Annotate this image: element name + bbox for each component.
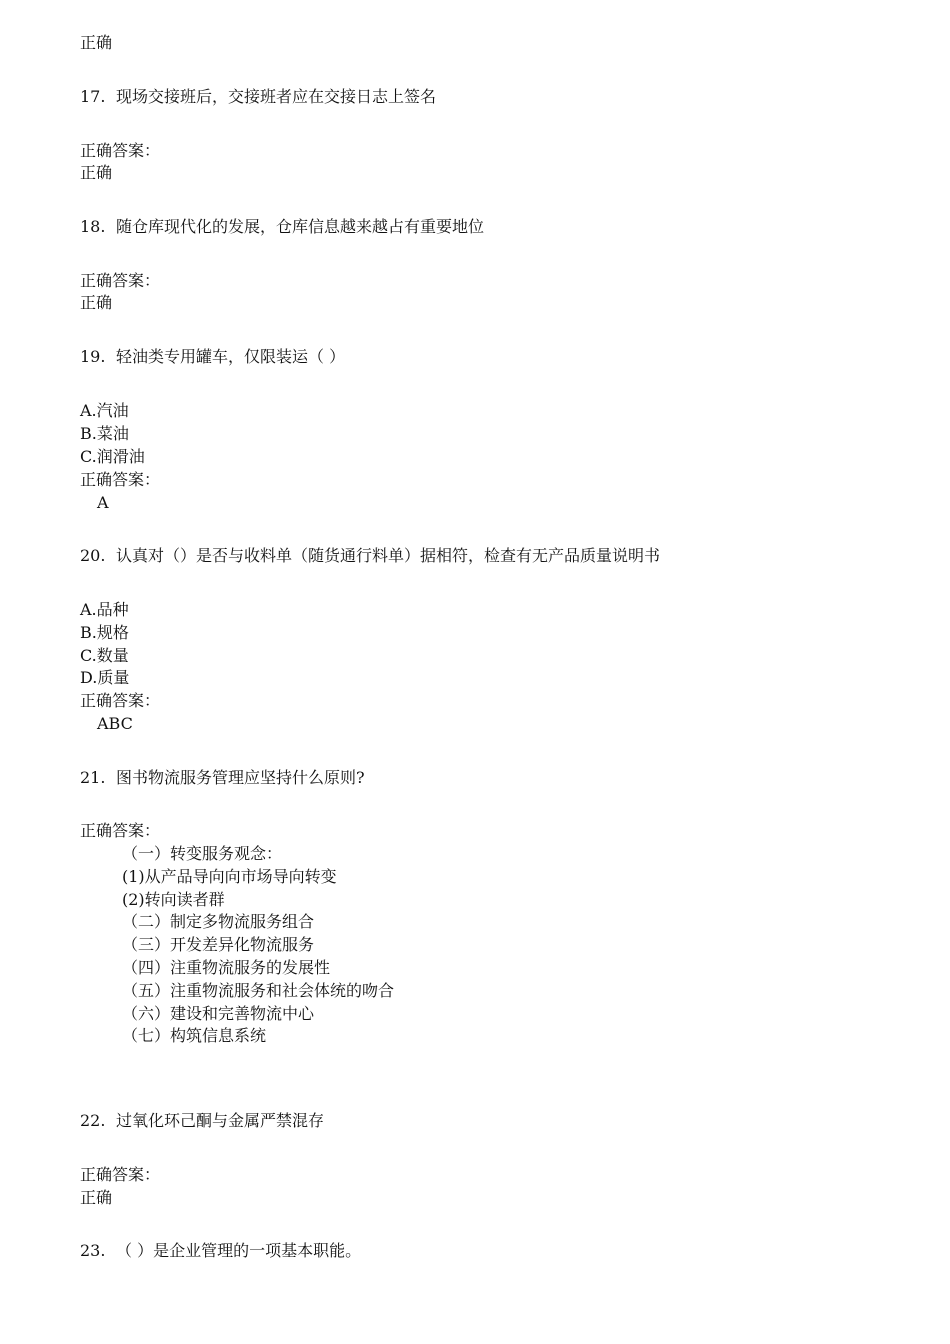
answer-line: （七）构筑信息系统 [122, 1026, 267, 1045]
question-number: 23. [80, 1241, 106, 1260]
question-number: 21. [80, 768, 106, 787]
question-number: 22. [80, 1111, 106, 1130]
answer-line: (2)转向读者群 [122, 890, 225, 909]
question-text: 现场交接班后，交接班者应在交接日志上签名 [116, 87, 437, 106]
document-page [80, 0, 900, 1344]
answer-line: (1)从产品导向向市场导向转变 [122, 867, 337, 886]
answer-line: （六）建设和完善物流中心 [122, 1004, 315, 1023]
question-23 [80, 1240, 361, 1262]
question-number: 19. [80, 347, 106, 366]
question-number: 17. [80, 87, 106, 106]
option-a: A.品种 [80, 600, 129, 619]
previous-answer-value: 正确 [80, 33, 113, 52]
answer-label: 正确答案： [80, 271, 161, 290]
question-22 [80, 1110, 324, 1132]
answer-line: （三）开发差异化物流服务 [122, 935, 315, 954]
question-18 [80, 216, 484, 238]
question-text: 图书物流服务管理应坚持什么原则? [116, 768, 365, 787]
answer-label: 正确答案： [80, 141, 161, 160]
answer-value: 正确 [80, 293, 113, 312]
answer-line: （一）转变服务观念： [122, 844, 283, 863]
answer-line: （五）注重物流服务和社会体统的吻合 [122, 981, 395, 1000]
answer-value: ABC [97, 714, 133, 733]
option-a: A.汽油 [80, 401, 129, 420]
answer-label: 正确答案： [80, 821, 161, 840]
question-text: 随仓库现代化的发展，仓库信息越来越占有重要地位 [116, 217, 485, 236]
answer-line: （二）制定多物流服务组合 [122, 912, 315, 931]
question-number: 20. [80, 546, 106, 565]
question-text: （ ）是企业管理的一项基本职能。 [116, 1241, 362, 1260]
option-b: B.菜油 [80, 424, 129, 443]
answer-line: （四）注重物流服务的发展性 [122, 958, 331, 977]
answer-label: 正确答案： [80, 470, 161, 489]
question-19 [80, 346, 345, 368]
option-d: D.质量 [80, 668, 130, 687]
question-text: 轻油类专用罐车，仅限装运（ ） [116, 347, 346, 366]
question-20 [80, 545, 660, 567]
answer-label: 正确答案： [80, 691, 161, 710]
answer-label: 正确答案： [80, 1165, 161, 1184]
option-b: B.规格 [80, 623, 129, 642]
option-c: C.润滑油 [80, 447, 145, 466]
option-c: C.数量 [80, 646, 129, 665]
answer-value: 正确 [80, 1188, 113, 1207]
answer-value: A [97, 493, 109, 512]
question-number: 18. [80, 217, 106, 236]
question-21 [80, 767, 365, 789]
question-17 [80, 86, 436, 108]
question-text: 认真对（）是否与收料单（随货通行料单）据相符，检查有无产品质量说明书 [116, 546, 661, 565]
question-text: 过氧化环己酮与金属严禁混存 [116, 1111, 325, 1130]
answer-value: 正确 [80, 163, 113, 182]
